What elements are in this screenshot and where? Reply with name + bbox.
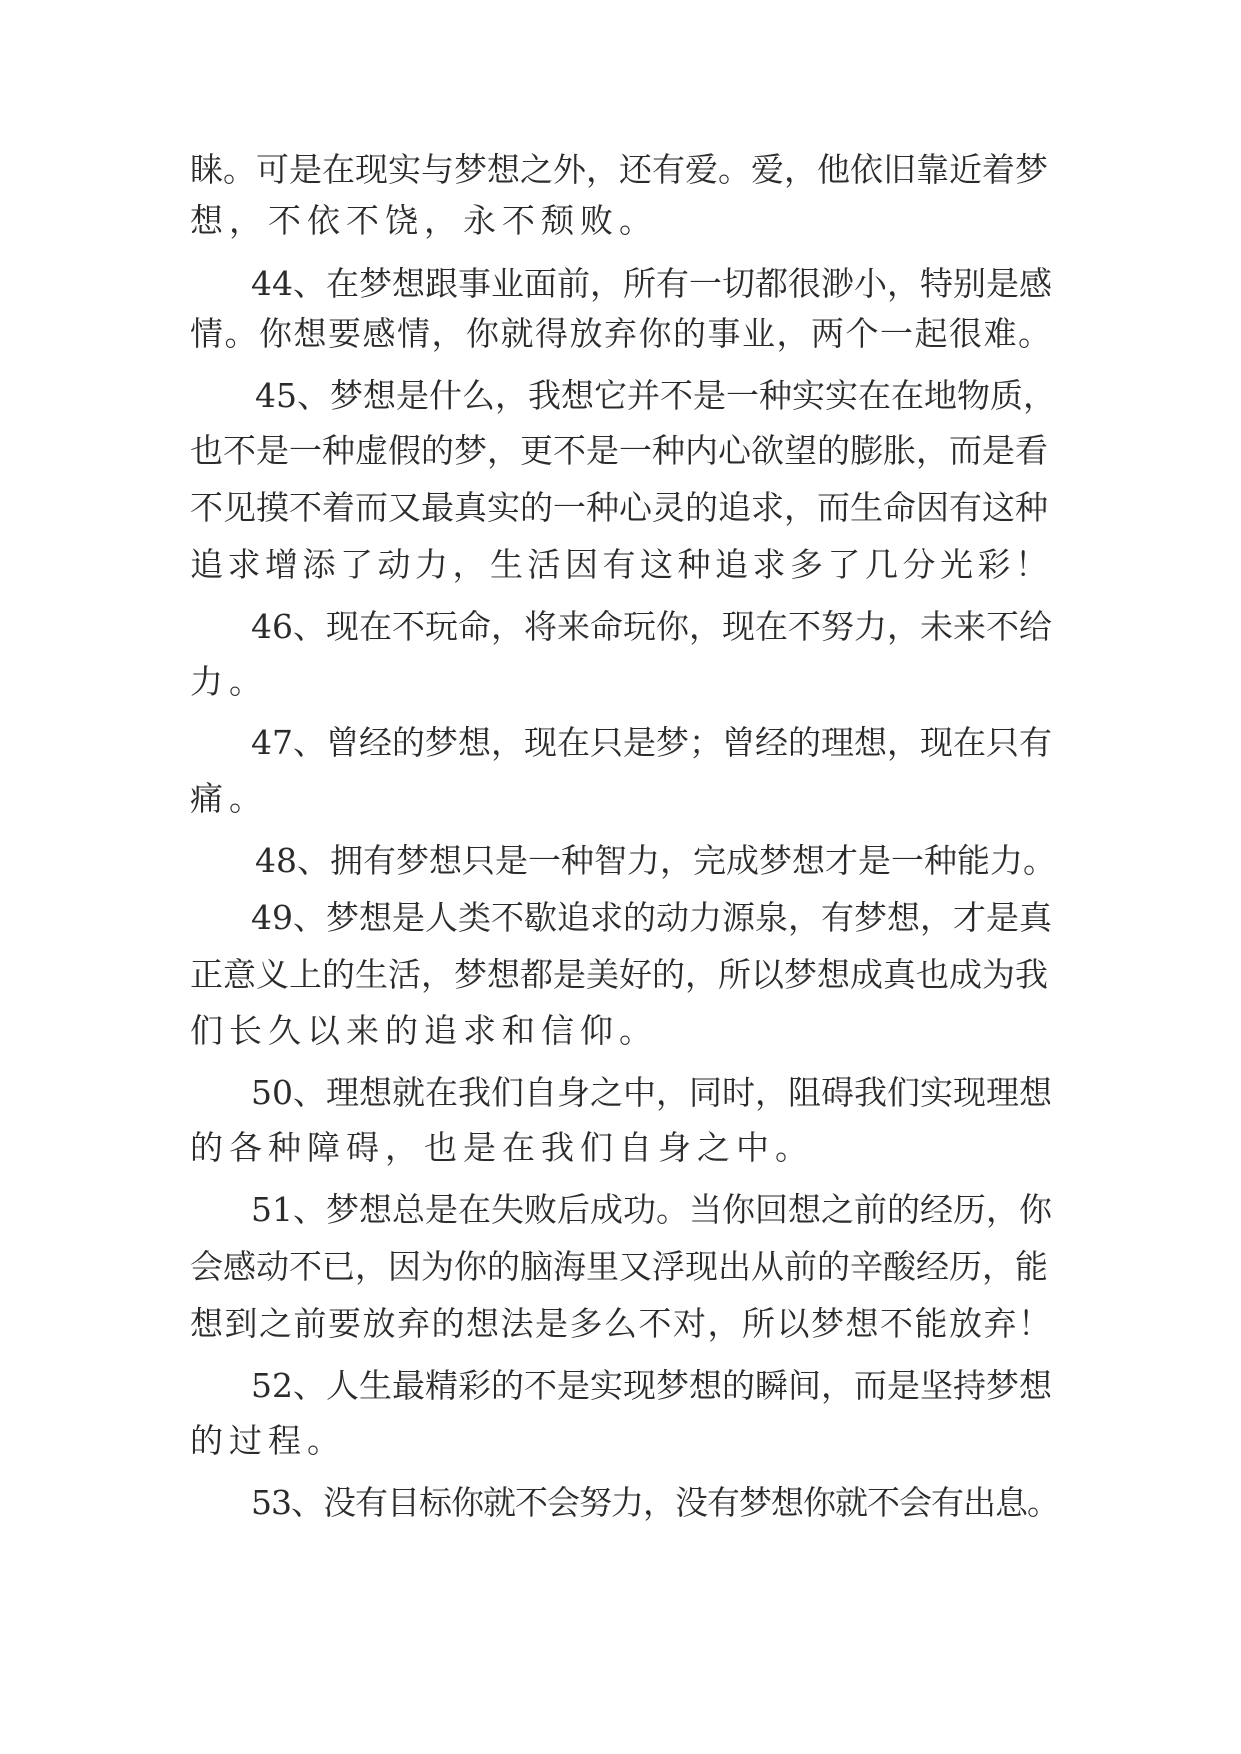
paragraph-46-line: 46、现在不玩命，将来命玩你，现在不努力，未来不给 [251, 607, 1052, 646]
text-line: 会感动不已，因为你的脑海里又浮现出从前的辛酸经历，能 [190, 1247, 1048, 1286]
text-line: 正意义上的生活，梦想都是美好的，所以梦想成真也成为我 [190, 955, 1048, 994]
paragraph-45-line: 45、梦想是什么，我想它并不是一种实实在在地物质， [255, 376, 1056, 415]
text-line: 睐。可是在现实与梦想之外，还有爱。爱，他依旧靠近着梦 [190, 150, 1048, 189]
text-line: 想到之前要放弃的想法是多么不对，所以梦想不能放弃！ [190, 1304, 1053, 1343]
text-line: 情。你想要感情，你就得放弃你的事业，两个一起很难。 [190, 314, 1053, 353]
text-line: 的各种障碍，也是在我们自身之中。 [190, 1128, 814, 1167]
text-line: 也不是一种虚假的梦，更不是一种内心欲望的膨胀，而是看 [190, 431, 1048, 470]
paragraph-48-line: 48、拥有梦想只是一种智力，完成梦想才是一种能力。 [255, 841, 1056, 880]
paragraph-47-line: 47、曾经的梦想，现在只是梦；曾经的理想，现在只有 [251, 723, 1052, 762]
paragraph-52-line: 52、人生最精彩的不是实现梦想的瞬间，而是坚持梦想 [251, 1366, 1052, 1405]
text-line: 痛。 [190, 779, 268, 818]
text-line: 追求增添了动力，生活因有这种追求多了几分光彩！ [190, 545, 1053, 584]
text-line: 们长久以来的追求和信仰。 [190, 1011, 658, 1050]
text-line: 力。 [190, 662, 268, 701]
paragraph-51-line: 51、梦想总是在失败后成功。当你回想之前的经历，你 [251, 1190, 1052, 1229]
text-line: 不见摸不着而又最真实的一种心灵的追求，而生命因有这种 [190, 488, 1048, 527]
text-line: 的过程。 [190, 1421, 346, 1460]
paragraph-53-line: 53、没有目标你就不会努力，没有梦想你就不会有出息。 [251, 1483, 1059, 1522]
paragraph-50-line: 50、理想就在我们自身之中，同时，阻碍我们实现理想 [251, 1073, 1052, 1112]
text-line: 想，不依不饶，永不颓败。 [190, 201, 658, 240]
paragraph-44-line: 44、在梦想跟事业面前，所有一切都很渺小，特别是感 [251, 264, 1052, 303]
paragraph-49-line: 49、梦想是人类不歇追求的动力源泉，有梦想，才是真 [251, 898, 1052, 937]
